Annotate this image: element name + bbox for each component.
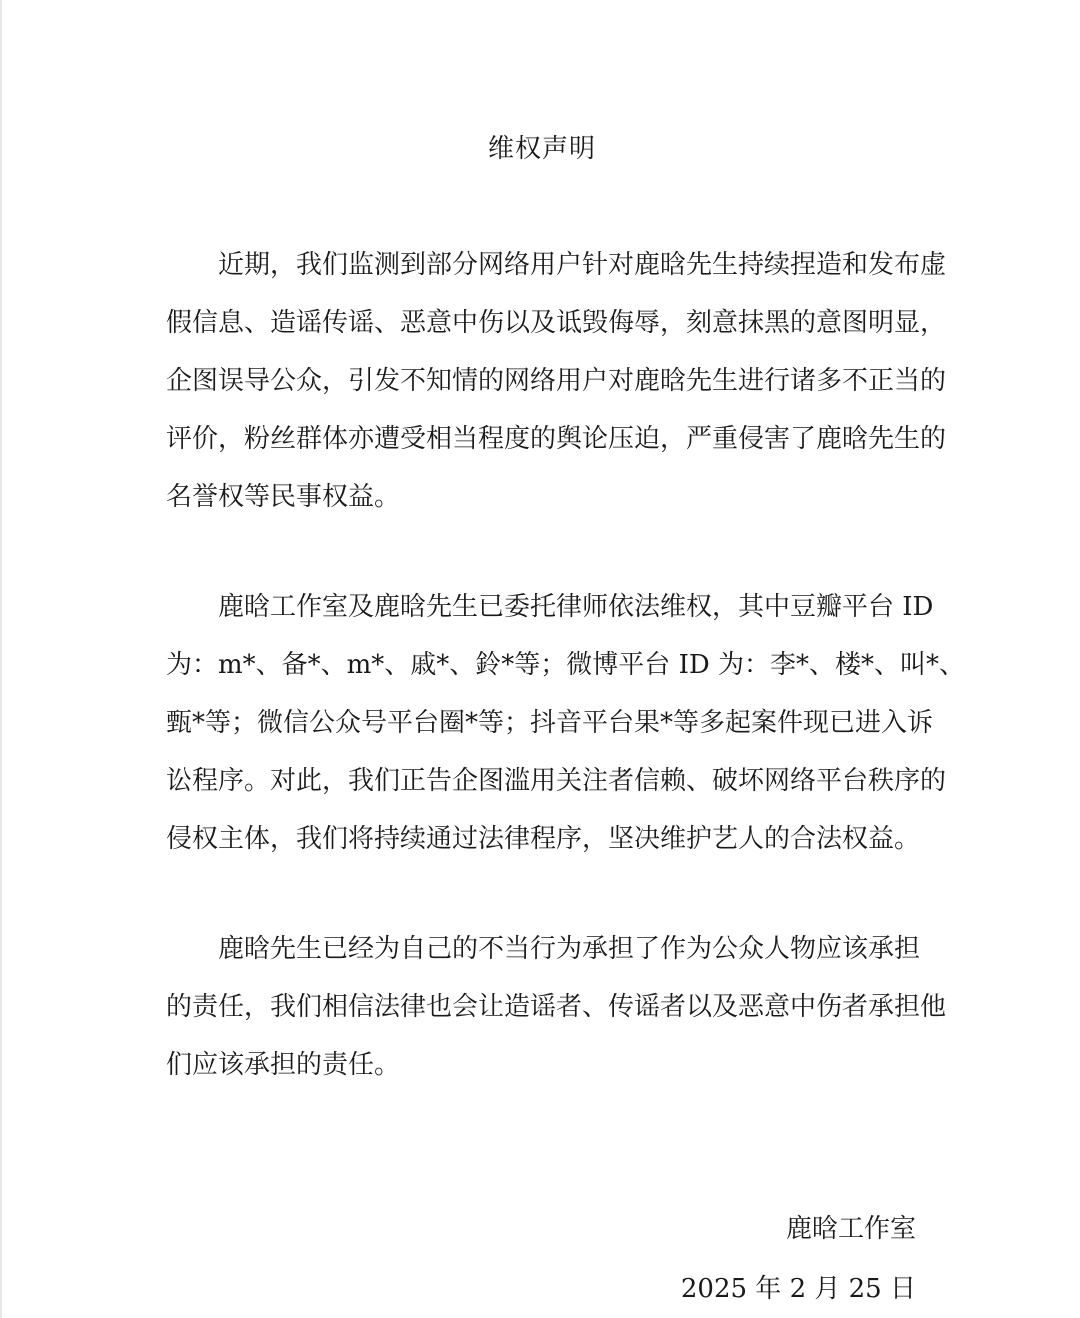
paragraph-line: 鹿晗先生已经为自己的不当行为承担了作为公众人物应该承担 [218,934,921,964]
paragraph-1 [166,236,947,526]
paragraph-line: 为：m*、备*、m*、戚*、鈴*等；微博平台 ID 为：李*、楼*、叫*、 [166,650,965,680]
paragraph-line: 甄*等；微信公众号平台圈*等；抖音平台果*等多起案件现已进入诉 [166,708,934,738]
paragraph-line: 们应该承担的责任。 [166,1050,401,1080]
paragraph-line: 评价，粉丝群体亦遭受相当程度的舆论压迫，严重侵害了鹿晗先生的 [166,424,947,454]
paragraph-line: 鹿晗工作室及鹿晗先生已委托律师依法维权，其中豆瓣平台 ID [218,592,934,622]
document-title: 维权声明 [487,134,596,164]
paragraph-2 [166,578,965,868]
paragraph-line: 近期，我们监测到部分网络用户针对鹿晗先生持续捏造和发布虚 [218,250,947,280]
signature-name: 鹿晗工作室 [785,1214,916,1244]
signature-date: 2025 年 2 月 25 日 [680,1274,916,1304]
paragraph-line: 侵权主体，我们将持续通过法律程序，坚决维护艺人的合法权益。 [166,824,921,854]
paragraph-line: 名誉权等民事权益。 [166,482,401,512]
paragraph-line: 的责任，我们相信法律也会让造谣者、传谣者以及恶意中伤者承担他 [166,992,947,1022]
paragraph-line: 假信息、造谣传谣、恶意中伤以及诋毁侮辱，刻意抹黑的意图明显， [166,308,947,338]
paragraph-line: 企图误导公众，引发不知情的网络用户对鹿晗先生进行诸多不正当的 [166,366,947,396]
paragraph-line: 讼程序。对此，我们正告企图滥用关注者信赖、破坏网络平台秩序的 [166,766,947,796]
paragraph-3 [166,920,947,1094]
